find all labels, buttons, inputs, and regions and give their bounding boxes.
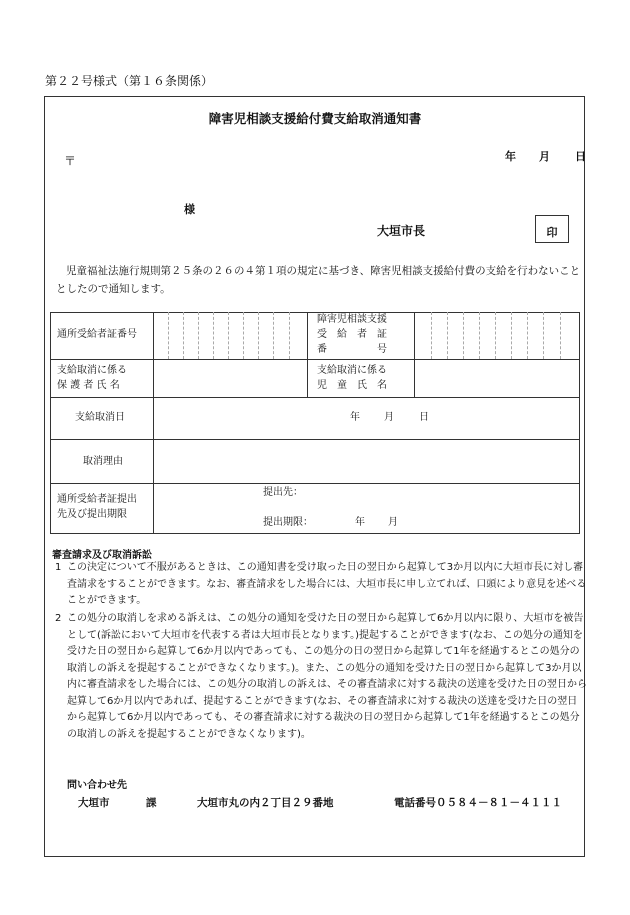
cancel-date-year: 年	[350, 412, 360, 423]
appeal-heading: 審査請求及び取消訴訟	[52, 550, 152, 561]
date-year-label: 年	[505, 150, 516, 163]
guardian-label-line1: 支給取消に係る	[57, 365, 127, 376]
support-number-label-line1: 障害児相談支援	[317, 314, 387, 325]
issuer-name: 大垣市長	[377, 224, 426, 238]
intro-paragraph: 児童福祉法施行規則第２５条の２６の４第１項の規定に基づき、障害児相談支援給付費の支給を行わないこととしたので通知します。	[56, 265, 581, 295]
submit-to-label: 提出先：	[263, 487, 303, 498]
cancel-date-day: 日	[419, 412, 429, 423]
form-number: 第２２号様式（第１６条関係）	[45, 74, 214, 88]
contact-section: 課	[146, 797, 157, 809]
date-month-label: 月	[539, 150, 550, 163]
seal-box: 印	[535, 215, 569, 243]
appeal-item-1-text: この決定について不服があるときは、この通知書を受け取った日の翌日から起算して3か月以内に大垣市長に対し審査請求をすることができます。なお、審査請求をした場合には、大垣市長に申し立てれば、口頭により意見を述べることができます。	[67, 562, 587, 606]
postal-mark: 〒	[64, 154, 77, 168]
submit-deadline-month: 月	[388, 517, 398, 528]
cert-number-label: 通所受給者証番号	[57, 329, 137, 340]
child-label-line1: 支給取消に係る	[317, 365, 387, 376]
support-number-label-line2: 受 給 者 証	[317, 329, 387, 340]
appeal-item-2-number: 2	[55, 613, 62, 624]
child-label-line2: 児 童 氏 名	[317, 380, 387, 391]
appeal-item-1-number: 1	[55, 562, 62, 573]
support-number-label-line3: 番 号	[317, 344, 387, 355]
appeal-item-2-text: この処分の取消しを求める訴えは、この処分の通知を受けた日の翌日から起算して6か月以内に限り、大垣市を被告として(訴訟において大垣市を代表する者は大垣市長となります。)提起することができます(なお、この処分の通知を受けた日の翌日から起算して6か月以内であっても、この処分の日の翌日から起算して1年を経過するとこの処分の取消しの訴えを提起することができなくなります。)。また、この処分の通知を受けた日の翌日から起算して3か月以内に審査請求をした場合には、この処分の取消しの訴えは、その審査請求に対する裁決の送達を受けた日の翌日から起算して6か月以内であれば、提起することができます(なお、その審査請求に対する裁決の送達を受けた日の翌日から起算して6か月以内であっても、その審査請求に対する裁決の日の翌日から起算して1年を経過するとこの処分の取消しの訴えを提起することができなくなります)。	[67, 613, 587, 740]
date-day-label: 日	[575, 150, 586, 163]
submit-deadline-year: 年	[355, 517, 365, 528]
submit-deadline-label: 提出期限：	[263, 517, 313, 528]
cancel-date-label: 支給取消日	[75, 412, 125, 423]
recipient-suffix: 様	[184, 203, 195, 216]
submit-label-line1: 通所受給者証提出	[57, 494, 137, 505]
contact-phone: 電話番号０５８４－８１－４１１１	[394, 797, 562, 809]
cancel-date-month: 月	[384, 412, 394, 423]
contact-address: 大垣市丸の内２丁目２９番地	[197, 797, 334, 809]
contact-city: 大垣市	[78, 797, 110, 809]
submit-label-line2: 先及び提出期限	[57, 509, 127, 520]
guardian-label-line2: 保 護 者 氏 名	[57, 380, 120, 391]
reason-label: 取消理由	[83, 456, 123, 467]
document-title: 障害児相談支援給付費支給取消通知書	[208, 111, 422, 126]
contact-label: 問い合わせ先	[67, 780, 127, 791]
